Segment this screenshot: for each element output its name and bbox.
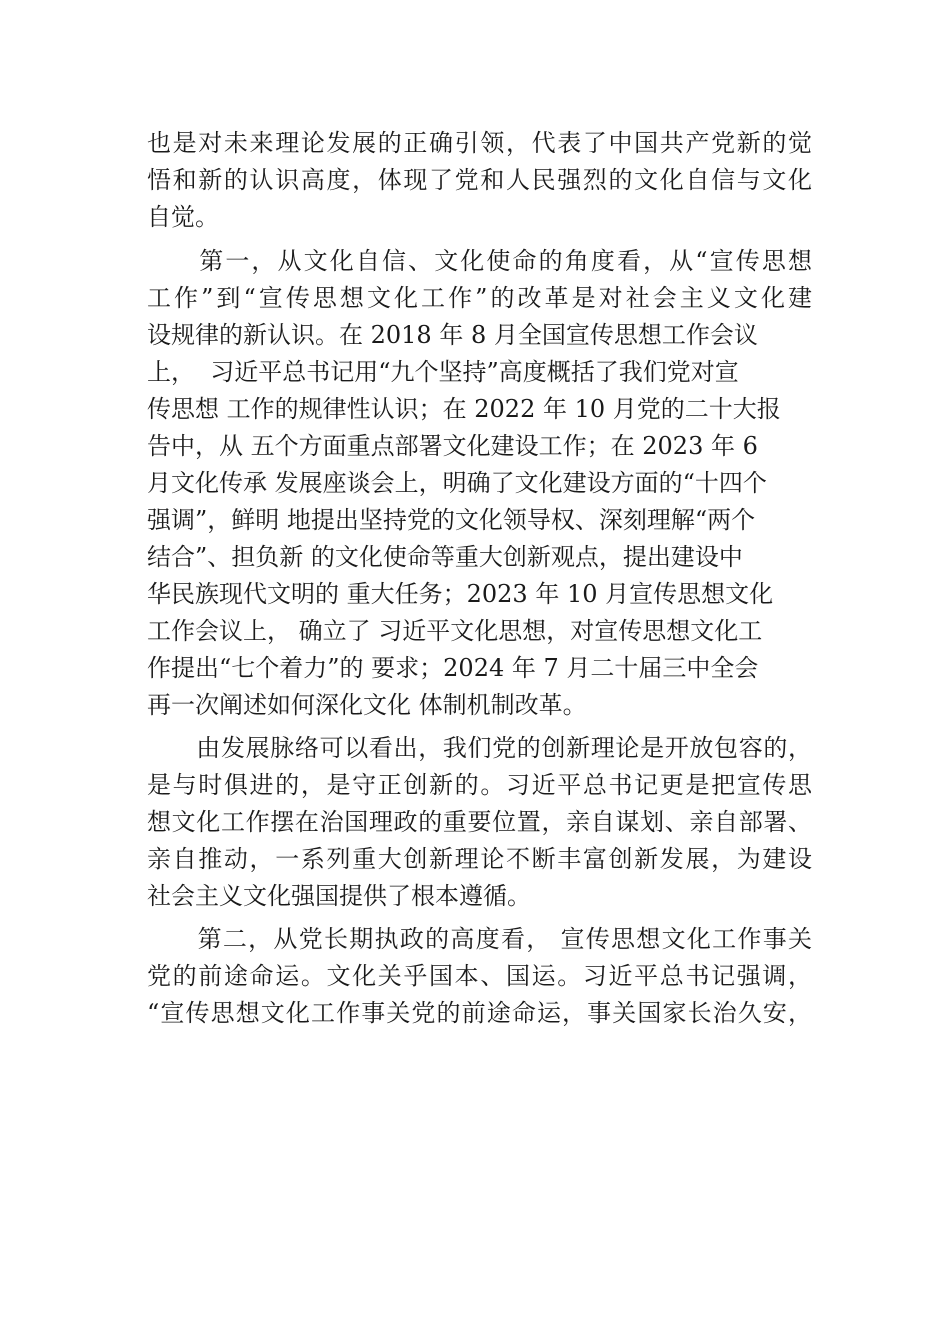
text-line: 告中，从 五个方面重点部署文化建设工作；在 2023 年 6 bbox=[147, 432, 758, 460]
text-line: 亲自推动，一系列重大创新理论不断丰富创新发展，为建设 bbox=[147, 845, 812, 873]
text-line: 想文化工作摆在治国理政的重要位置，亲自谋划、亲自部署、 bbox=[147, 808, 812, 836]
paragraph-start-line: 第一，从文化自信、文化使命的角度看，从“宣传思想 bbox=[147, 247, 812, 275]
text-line: “宣传思想文化工作事关党的前途命运，事关国家长治久安， bbox=[147, 999, 812, 1027]
body-text bbox=[147, 125, 812, 1032]
text-line: 也是对未来理论发展的正确引领，代表了中国共产党新的觉 bbox=[147, 129, 812, 157]
text-line: 工作”到“宣传思想文化工作”的改革是对社会主义文化建 bbox=[147, 284, 812, 312]
text-line: 作提出“七个着力”的 要求；2024 年 7 月二十届三中全会 bbox=[147, 654, 759, 682]
text-line: 自觉。 bbox=[147, 203, 219, 231]
paragraph-start-line: 第二，从党长期执政的高度看， 宣传思想文化工作事关 bbox=[147, 925, 812, 953]
text-line: 社会主义文化强国提供了根本遵循。 bbox=[147, 882, 531, 910]
text-line: 悟和新的认识高度，体现了党和人民强烈的文化自信与文化 bbox=[147, 166, 812, 194]
text-line: 结合”、担负新 的文化使命等重大创新观点，提出建设中 bbox=[147, 543, 743, 571]
text-line: 是与时俱进的，是守正创新的。习近平总书记更是把宣传思 bbox=[147, 771, 812, 799]
text-line: 月文化传承 发展座谈会上，明确了文化建设方面的“十四个 bbox=[147, 469, 767, 497]
text-line: 上， 习近平总书记用“九个坚持”高度概括了我们党对宣 bbox=[147, 358, 739, 386]
text-line: 党的前途命运。文化关乎国本、国运。习近平总书记强调， bbox=[147, 962, 812, 990]
paragraph-start-line: 由发展脉络可以看出，我们党的创新理论是开放包容的， bbox=[147, 734, 812, 762]
text-line: 强调”，鲜明 地提出坚持党的文化领导权、深刻理解“两个 bbox=[147, 506, 756, 534]
text-line: 工作会议上， 确立了 习近平文化思想，对宣传思想文化工 bbox=[147, 617, 763, 645]
text-line: 传思想 工作的规律性认识；在 2022 年 10 月党的二十大报 bbox=[147, 395, 781, 423]
text-line: 再一次阐述如何深化文化 体制机制改革。 bbox=[147, 691, 587, 719]
text-line: 华民族现代文明的 重大任务；2023 年 10 月宣传思想文化 bbox=[147, 580, 774, 608]
text-line: 设规律的新认识。在 2018 年 8 月全国宣传思想工作会议 bbox=[147, 321, 758, 349]
